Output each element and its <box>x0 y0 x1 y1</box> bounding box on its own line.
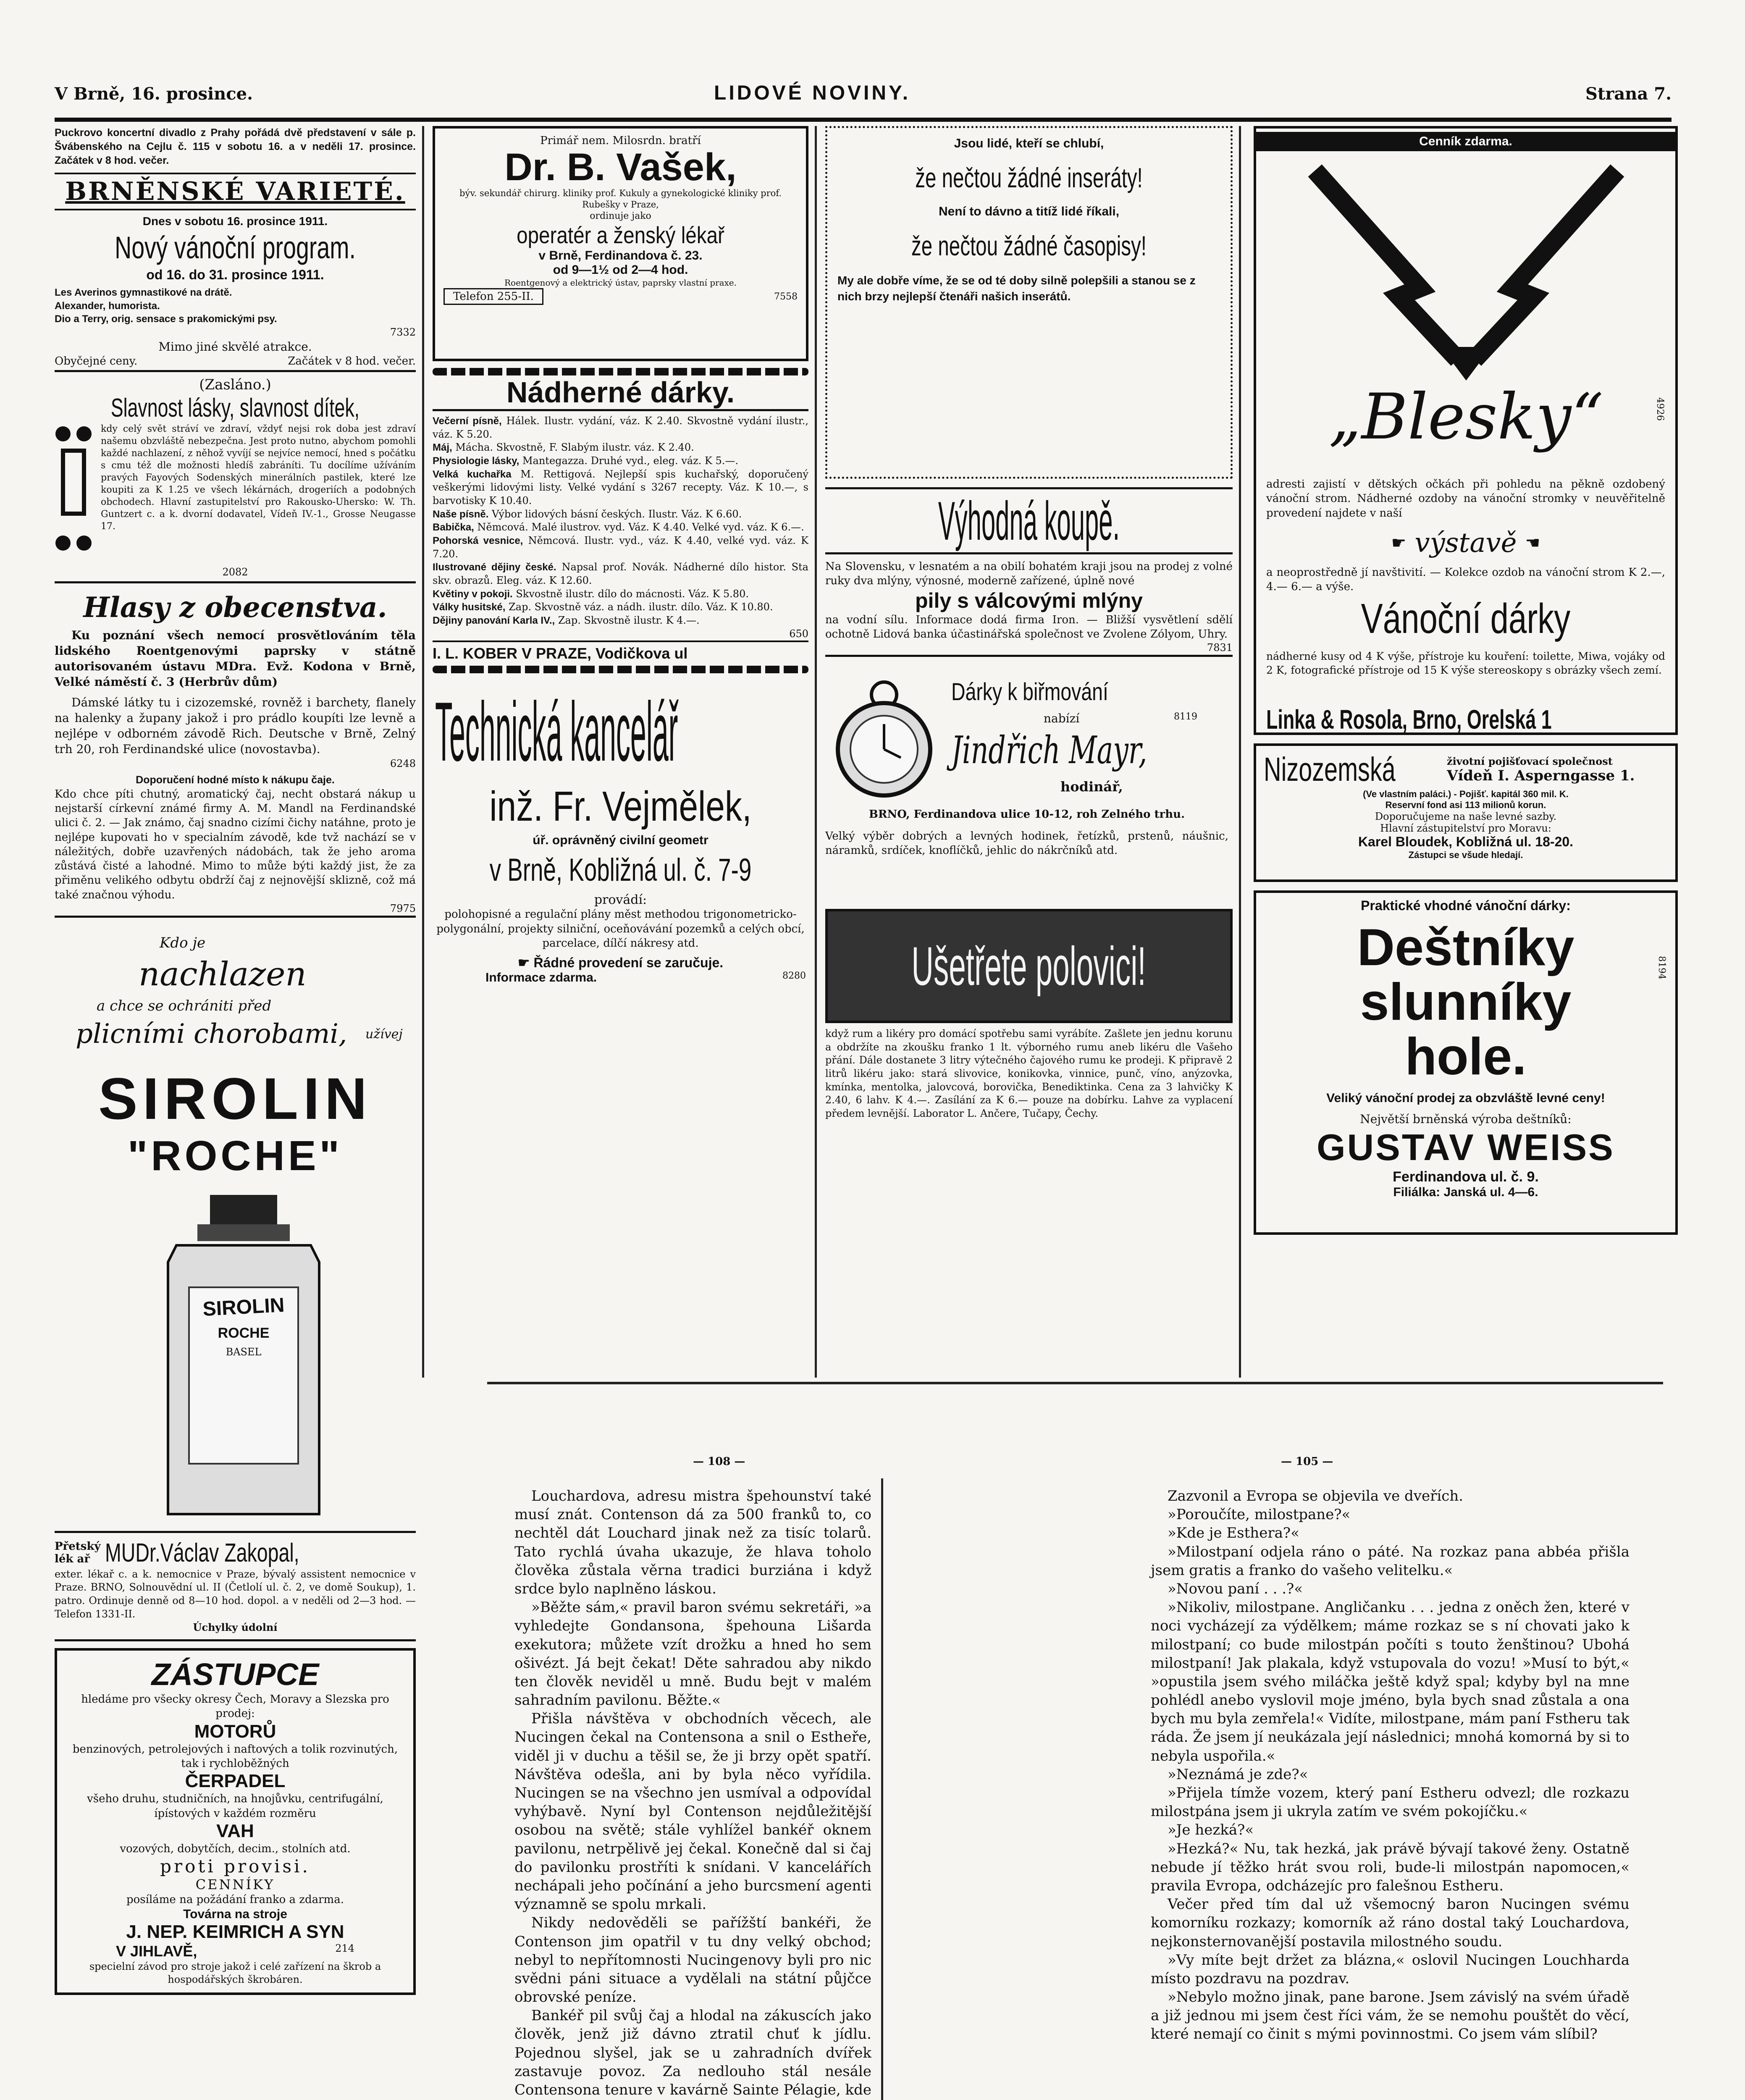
story-right <box>1151 1487 1630 2044</box>
variete-acts-num: 7332 <box>390 326 416 339</box>
slavnost-title: Slavnost lásky, slavnost dítek, <box>110 393 360 423</box>
variete-act: Alexander, humorista. <box>55 300 160 312</box>
masthead-date: V Brně, 16. prosince. <box>55 84 253 104</box>
hlasy-text: Ku poznání všech nemocí prosvětlováním těla lidského Roentgenovými paprsky v státně autorisovaném ústavu MDra. Evž. Kodona v Brně, Velké náměstí č. 3 (Herbrův dům) <box>55 628 416 689</box>
page-number-left: — 108 — <box>693 1455 745 1468</box>
story-paragraph: »Neznámá je zde?« <box>1168 1766 1308 1783</box>
masthead-title: LIDOVÉ NOVINY. <box>714 82 911 104</box>
variete-title-box <box>55 173 416 210</box>
book-desc: Zap. Skvostně váz. a nádh. ilustr. dílo. Váz. K 10.80. <box>509 601 773 613</box>
book-item <box>433 561 808 587</box>
weiss-name: GUSTAV WEISS <box>1317 1126 1615 1168</box>
vasek-line: býv. sekundář chirurg. kliniky prof. Kukuly a gynekologické kliniky prof. Rubešky v Praze, <box>459 188 782 210</box>
pastilky-box-icon <box>55 425 97 564</box>
vystave-text: a neoprostředně jí navštivití. — Kolekce ozdob na vánoční strom K 2.—, 4.— 6.— a výše. <box>1266 566 1665 593</box>
book-item <box>433 508 808 521</box>
variete-range: od 16. do 31. prosince 1911. <box>146 267 324 282</box>
book-desc: Mácha. Skvostně, F. Slabým ilustr. váz. K 2.40. <box>455 441 694 454</box>
mayr-darky: Dárky k biřmování <box>951 678 1108 706</box>
zastupce-city: V JIHLAVĚ, <box>116 1942 197 1960</box>
story-paragraph: Louchardova, adresu mistra špehounství také musí znát. Contenson dá za 500 franků to, co nechtěl dát Louchard jinak než za tisíc tolarů. Tato rychlá úvaha ukazuje, že hlava toholo člověka zůstala věrna tradici burziána i když srdce bylo naplněno láskou. <box>514 1488 871 1597</box>
vyhodna-title-box <box>825 487 1233 554</box>
nizo-line-1: (Ve vlastním paláci.) - Pojišť. kapitál 360 mil. K. <box>1363 789 1569 799</box>
story-paragraph: »Nebylo možno jinak, pane barone. Jsem závislý na svém úřadě a již jednou mi jsem čest říci vám, že se nemohu pouštět do věcí, které nemají co činit s mými povinnostmi. Co jsem vám slíbil? <box>1151 1989 1630 2043</box>
vyhodna-num: 7831 <box>825 641 1233 657</box>
books-ornament <box>433 666 808 673</box>
book-desc: M. Rettigová. Nejlepší spis kuchařský, doporučený veškerými lidovými listy. Velké vydání s 3267 recepty. Váz. K 10.—, s barvotisky K 10.40. <box>433 468 808 507</box>
story-paragraph: »Přijela tímže vozem, který paní Estheru odvezl; dle rozkazu milostpána jsem ji ukryla zatím ve svém pokojíčku.« <box>1151 1785 1630 1820</box>
story-left <box>514 1487 871 2100</box>
slavnost-num: 2082 <box>55 566 416 584</box>
sirolin-bottle-label-3: BASEL <box>226 1346 262 1358</box>
zastupce-proti: proti provisi. <box>160 1856 310 1877</box>
zastupce-text: všeho druhu, studničních, na hnojůvku, centrifugální, ípístových v každém rozměru <box>87 1793 383 1820</box>
column-3 <box>825 126 1233 1121</box>
damske-text: Dámské látky tu i cizozemské, rovněž i barchety, flanely na halenky a župany jakož i pro prádlo koupíti lze levně a nejlépe v odborném závodě Rich. Deutsche v Brně, Zelný trh 20, roh Ferdinandské ulice (novostavba). <box>55 696 416 756</box>
story-paragraph: »Je hezká?« <box>1168 1822 1254 1839</box>
story-paragraph: Nikdy nedověděli se pařížští bankéři, že Contenson jim opatřil v tu dny velký obchod; nebyl to nepřítomnosti Nucingenovy byli pro nic svědni páni situace a vydělali na státní půjčce obrovské peníze. <box>514 1914 871 2006</box>
doporuceni-head: Doporučení hodné místo k nákupu čaje. <box>136 774 335 786</box>
vasek-title: operatér a ženský lékař <box>517 222 724 249</box>
zastupce-text: hledáme pro všecky okresy Čech, Moravy a Slezska pro prodej: <box>81 1693 389 1720</box>
masthead <box>55 84 1672 122</box>
weiss-slunniky: slunníky <box>1360 973 1572 1032</box>
sirolin-line: užívej <box>365 1026 403 1042</box>
variete-start: Začátek v 8 hod. večer. <box>288 354 416 368</box>
zastupce-num: 214 <box>335 1942 354 1954</box>
lightning-bolts-icon <box>1281 162 1651 397</box>
story-paragraph: »Milostpaní odjela ráno o páté. Na rozkaz pana abbéa přišla jsem gratis a franko do vašeho velitelku.« <box>1151 1543 1630 1579</box>
insert-ad <box>825 126 1233 479</box>
book-desc: Výbor lidových básní českých. Ilustr. Váz. K 6.60. <box>492 508 742 520</box>
nizo-line-3: Doporučujeme na naše levné sazby. <box>1375 811 1557 822</box>
book-item <box>433 521 808 534</box>
tech-title: Technická kancelář <box>435 685 678 779</box>
column-rule <box>1239 126 1241 1378</box>
column-4 <box>1254 126 1678 1235</box>
zastupce-ad <box>55 1648 416 1995</box>
book-desc: Mantegazza. Druhé vyd., eleg. váz. K 5.—. <box>522 455 739 467</box>
book-desc: Hálek. Ilustr. vydání, váz. K 2.40. Skvostně vydání ilustr., váz. K 5.20. <box>433 415 808 440</box>
zastupce-vah: VAH <box>216 1821 254 1842</box>
book-title: Květiny v pokoji. <box>433 588 513 600</box>
vasek-num: 7558 <box>774 291 798 302</box>
sirolin-bottle-label: SIROLIN <box>202 1294 285 1320</box>
zaslano: (Zasláno.) <box>199 376 271 393</box>
hand-pointer-icon: ☚ <box>1525 533 1540 553</box>
vanocni-title: Vánoční dárky <box>1361 595 1571 642</box>
nizo-line-4: Hlavní zástupitelství pro Moravu: <box>1380 822 1551 834</box>
mayr-nabizi: nabízí <box>1044 711 1080 725</box>
book-title: Večerní písně, <box>433 415 502 427</box>
vyhodna-big: pily s válcovými mlýny <box>915 588 1143 612</box>
tech-guarantee <box>435 955 806 971</box>
usetrite-text: když rum a likéry pro domácí spotřebu sami vyrábíte. Zašlete jen jednu korunu a obdržíte na zkoušku franko 1 lt. výborného rumu aneb likéru dle Vašeho přání. Dále dostanete 3 litry výtečného čajového rumu ke prodeji. K připravě 2 litrů likéru jako: stará slivovice, konikovka, vinnice, punč, víno, anýzovka, kmínka, mentolka, jalovcová, borovička, Benediktinka. Cena za 3 lahvičky K 2.40, 6 lahv. K 4.—. Zasílání za K 6.— pouze na dobírku. Lahve za vyplacení předem levnější. Laborator L. Ančere, Tučapy, Čechy. <box>825 1027 1233 1119</box>
sirolin-line: plicními chorobami, <box>76 1018 347 1050</box>
doporuceni-text: Kdo chce píti chutný, aromatický čaj, necht obstará nákup u nejstarší církevní známé firmy A. M. Mandl na Ferdinandské ulici č. 2. — Jak známo, čaj snadno cizími čichy natáhne, proto je nejlépe kupovati ho v specialním závodě, kde tvž nachází se v náležitých, dobře uzavřených nádobách, tak že jeho aroma zůstává čisté a lahodné. Mimo to může býti každý jist, že za přiměnu velikého odbytu obdrží čaj z nejnovější sklizně, což má také značnou výhodu. <box>55 788 416 901</box>
vyhodna-text-2: na vodní sílu. Informace dodá firma Iron. — Bližší vysvětlení sdělí ochotně Lidová banka účastinářská společnost ve Zvolene Zólyom, Uhry. <box>825 613 1233 640</box>
usetrite-title: Ušetřete polovici! <box>911 935 1147 997</box>
sirolin-brand: SIROLIN <box>98 1065 372 1131</box>
book-title: Pohorská vesnice, <box>433 535 523 547</box>
blesky-title: „Blesky“ <box>1329 381 1603 454</box>
book-title: Máj, <box>433 442 452 454</box>
book-item <box>433 534 808 561</box>
zastupce-tovarna: Továrna na stroje <box>183 1907 287 1921</box>
book-item <box>433 468 808 508</box>
weiss-branch: Filiálka: Janská ul. 4—6. <box>1393 1185 1538 1199</box>
zastupce-text: vozových, dobytčích, decim., stolních atd. <box>120 1843 351 1856</box>
zastupce-firm: J. NEP. KEIMRICH A SYN <box>126 1921 344 1942</box>
book-desc: Němcová. Ilustr. vyd., váz. K 4.40, velké vyd. váz. K 7.20. <box>433 535 808 560</box>
zakopal-text: exter. lékař c. a k. nemocnice v Praze, bývalý assistent nemocnice v Praze. BRNO, Solnouvědní ul. II (Četlolí ul. č. 2, ve domě Soukup), 1. patro. Ordinuje denně od 8—10 hod. dopol. a v neděli od 2—3 hod. — Telefon 1331-II. <box>55 1568 416 1620</box>
page-number-right: — 105 — <box>1281 1455 1333 1468</box>
sirolin-bottle-label-2: ROCHE <box>218 1325 270 1341</box>
insert-headline-1: že nečtou žádné inseráty! <box>915 162 1143 193</box>
book-title: Babička, <box>433 522 474 533</box>
story-paragraph: »Poroučíte, milostpane?« <box>1168 1506 1351 1523</box>
weiss-sale: Veliký vánoční prodej za obzvláště levné ceny! <box>1326 1091 1605 1105</box>
zastupce-cerpadel: ČERPADEL <box>185 1771 286 1792</box>
column-2 <box>433 126 808 985</box>
story-paragraph: »Běžte sám,« pravil baron svému sekretáři, »a vyhledejte Gondansona, špehouna Lišarda exekutora; můžete vzít drožku a hned ho sem ošivézt. Já bejt čekat! Děte sahradou aby nikdo ten člověk neviděl u mně. Budu bejt v malém sahradním pavilonu. Běžte.« <box>514 1599 871 1709</box>
kober-line: I. L. KOBER V PRAZE, Vodičkova ul <box>433 640 808 662</box>
vasek-line: ordinuje jako <box>590 211 651 222</box>
weiss-num: 8194 <box>1656 956 1667 979</box>
zakopal-title: Přetský lék ař <box>55 1540 101 1566</box>
variete-date: Dnes v sobotu 16. prosince 1911. <box>142 215 328 228</box>
nizo-right-2: Vídeň I. Asperngasse 1. <box>1447 767 1635 784</box>
blesky-ad <box>1254 126 1678 735</box>
zakopal-ad <box>55 1531 416 1641</box>
story-paragraph: Bankéř pil svůj čaj a hlodal na zákuscích jako člověk, jenž již dávno ztratil chuť k jídlu. Pojednou slyšel, jak se u zahradních dvířek zastavuje povoz. Za nedlouho stál nesále Contensona tenure v kavárně Sainte Pélagie, kde <box>514 2007 871 2098</box>
hlasy-title: Hlasy z obecenstva. <box>83 591 387 624</box>
vasek-line: Primář nem. Milosrdn. bratří <box>540 134 701 147</box>
insert-chlubi: Jsou lidé, kteří se chlubí, <box>954 136 1104 150</box>
story-paragraph: Zazvonil a Evropa se objevila ve dveřích. <box>1168 1488 1464 1504</box>
nizo-title: Nizozemská <box>1264 751 1396 788</box>
tech-auth: úř. oprávněný civilní geometr <box>533 833 708 848</box>
mayr-num: 8119 <box>1174 711 1197 722</box>
book-title: Velká kuchařka <box>433 468 512 480</box>
mayr-prof: hodinář, <box>1060 778 1123 795</box>
book-item <box>433 441 808 454</box>
zakopal-tail: Úchylky údolní <box>193 1621 278 1634</box>
nizo-firm: Karel Bloudek, Kobližná ul. 18-20. <box>1358 834 1574 849</box>
vystave-row <box>1266 528 1665 559</box>
linka-firm: Linka & Rosola, Brno, Orelská 1 <box>1266 704 1552 735</box>
variete-program: Nový vánoční program. <box>115 230 356 265</box>
book-desc: Napsal prof. Novák. Nádherné dílo histor. Sta skv. obrazů. Eleg. váz. K 12.60. <box>433 561 808 587</box>
book-item <box>433 454 808 468</box>
vasek-addr: v Brně, Ferdinandova č. 23. <box>538 249 703 263</box>
cennik-bar: Cenník zdarma. <box>1256 132 1675 151</box>
book-title: Naše písně. <box>433 508 489 520</box>
nizo-right-1: životní pojišťovací společnost <box>1447 755 1613 767</box>
vyhodna-text: Na Slovensku, v lesnatém a na obilí bohatém kraji jsou na prodej z volné ruky dva mlýny, výnosné, moderně zařízené, úplně nové <box>825 560 1233 588</box>
book-title: Physiologie lásky, <box>433 455 520 467</box>
tech-addr: v Brně, Kobližná ul. č. 7-9 <box>489 852 752 888</box>
variete-footer <box>55 355 416 372</box>
blesky-text: adresti zajistí v dětských očkách při pohledu na pěkně ozdobený vánoční strom. Nádherné ozdoby na vánoční stromky v neuvěřitelně provedení najdete v naší <box>1266 478 1665 520</box>
weiss-hole: hole. <box>1405 1028 1527 1086</box>
weiss-largest: Největší brněnská výroba deštníků: <box>1360 1112 1572 1126</box>
weiss-ad <box>1254 890 1678 1235</box>
damske-num: 6248 <box>390 757 416 769</box>
zastupce-title: ZÁSTUPCE <box>151 1657 319 1692</box>
nizo-line-2: Reservní fond asi 113 milionů korun. <box>1385 800 1546 810</box>
insert-headline-2: že nečtou žádné časopisy! <box>911 230 1147 261</box>
book-item <box>433 588 808 601</box>
darky-title: Nádherné dárky. <box>433 375 808 411</box>
story-paragraph: »Novou paní . . .?« <box>1168 1580 1303 1597</box>
book-title: Ilustrované dějiny české. <box>433 562 556 573</box>
zastupce-cennik: CENNÍKY <box>195 1877 275 1893</box>
insert-neni: Není to dávno a titíž lidé říkali, <box>938 205 1120 218</box>
insert-my: My ale dobře víme, že se od té doby silně polepšili a stanou se z nich brzy nejlepší čtenáři našich inserátů. <box>837 274 1196 303</box>
nizo-tail: Zástupci se všude hledají. <box>1408 850 1523 860</box>
weiss-addr: Ferdinandova ul. č. 9. <box>1393 1168 1539 1185</box>
book-desc: Zap. Skvostně ilustr. K 4.—. <box>558 614 700 627</box>
vyhodna-title: Výhodná koupě. <box>938 490 1120 551</box>
sirolin-line: Kdo je <box>160 934 206 951</box>
zakopal-name: MUDr.Václav Zakopal, <box>105 1538 299 1567</box>
tech-provadi: provádí: <box>594 892 647 908</box>
blesky-num: 4926 <box>1655 397 1665 421</box>
mayr-name: Jindřich Mayr, <box>951 728 1147 772</box>
vystave-word: výstavě <box>1414 528 1517 559</box>
masthead-page: Strana 7. <box>1585 84 1672 104</box>
tech-num: 8280 <box>782 971 806 982</box>
story-paragraph: Přišla návštěva v obchodních věcech, ale Nucingen čekal na Contensona a snil o Estheře, viděl ji v duchu a těšil se, že ji brzy opět spatří. Návštěva odešla, ani by byla něco vyřídila. Nucingen se na všechno jen usmíval a odpovídal vyhýbavě. Nyní byl Contenson nejdůležitější osobou na světě; stále vyhlížel bankéř oknem pavilonu, netrpělivě jej čekal. Konečně dal si čaj do pavilonku prostříti k snídani. V kancelářích nechápali jeho počínání a jeho burcsmení agenti významně se spolu mrkali. <box>514 1710 871 1913</box>
tech-ad <box>433 685 808 985</box>
vasek-ad <box>433 126 808 361</box>
column-rule <box>422 126 424 1378</box>
tech-name: inž. Fr. Vejmělek, <box>489 783 752 830</box>
variete-acts <box>55 286 416 339</box>
book-item <box>433 614 808 627</box>
column-rule <box>815 126 817 1378</box>
doporuceni-num: 7975 <box>55 902 416 918</box>
tech-info: Informace zdarma. <box>485 971 597 985</box>
puckrove-notice: Puckrovo koncertní divadlo z Prahy pořádá dvě představení v sále p. Švábenského na Cejlu č. 115 v sobotu 16. a v neděli 17. prosince. Začátek v 8 hod. večer. <box>55 127 416 166</box>
story-paragraph: »Hezká?« Nu, tak hezká, jak právě bývají takové ženy. Ostatně nebude jí těžko hrát svou roli, bude-li milostpán napomocen,« pravila Evropa, odcházejíc pro falešnou Estheru. <box>1151 1840 1630 1894</box>
zastupce-motory: MOTORŮ <box>194 1721 276 1742</box>
tech-text: polohopisné a regulační plány měst methodou trigonometricko-polygonální, projekty silniční, oceňovávání pozemků a celých obcí, parcelace, dílčí nákresy atd. <box>436 908 805 950</box>
story-paragraph: »Nikoliv, milostpane. Angličanku . . . jedna z oněch žen, které v noci vycházejí za výdělkem; máme rozkaz se s ní chovati jako k milostpaní; co bude milostpán počíti s touto ženštinou? Ubohá milostpaní! Jak plakala, když vstupovala do vozu! »Musí to být,« »opustila jsem svého miláčka ještě když spal; kdyby byl na mne pohlédl anebo vyslovil moje jméno, byla bych snad zůstala a ona bych mu byla zemřela!« Vidíte, milostpane, mám paní Fstheru tak ráda. Že jsem jí neukázala její následnici; mnohá komorná by si to nebyla uspořila.« <box>1151 1599 1630 1764</box>
slavnost-block <box>55 423 416 566</box>
vanocni-text: nádherné kusy od 4 K výše, přístroje ku kouření: toilette, Miwa, vojáky od 2 K, fotografické přístroje od 15 K výše stereoskopy s obrázky všech zemí. <box>1266 650 1665 676</box>
slavnost-text: kdy celý svět stráví ve zdraví, vždyť nejsi rok doba jest zdraví našemu obzvláště nebezpečna. Jest proto nutno, abychom pomohli každé nachlazení, z něhož vyvíjí se nejvíce nemocí, hned s počátku s cmu též dle možnosti hledíš zabráníti. Tu docílíme užíváním pravých Fayových Sodenských minerálních pastilek, které lze koupiti za K 1.25 ve všech lékárnách, drogeriích a podobných obchodech. Hlavní zastupitelství pro Rakousko-Uhersko: W. Th. Guntzert c. a k. dvorní dodavatel, Vídeň IV.-1., Grosse Neugasse 17. <box>101 423 416 532</box>
sirolin-line: nachlazen <box>139 955 307 993</box>
book-title: Dějiny panování Karla IV., <box>433 615 555 627</box>
vasek-hours: od 9—1½ od 2—4 hod. <box>553 263 688 277</box>
column-1 <box>55 126 416 1995</box>
vasek-name: Dr. B. Vašek, <box>504 146 737 189</box>
books-list <box>433 415 808 640</box>
book-item <box>433 415 808 441</box>
story-column-rule <box>881 1478 883 2100</box>
sirolin-brand-2: "ROCHE" <box>128 1132 343 1179</box>
story-paragraph: »Kde je Esthera?« <box>1168 1525 1299 1542</box>
book-item <box>433 601 808 614</box>
story-paragraph: Večer před tím dal už všemocný baron Nucingen svému komorníku rozkazy; komorník až ráno dostal taký Louchardova, nejkonsternovanější postavila milostného soudu. <box>1151 1896 1630 1950</box>
tech-guarantee-text: Řádné provedení se zaručuje. <box>533 955 724 971</box>
mayr-ad <box>825 665 1233 926</box>
weiss-head: Praktické vhodné vánoční dárky: <box>1361 898 1571 913</box>
weiss-destniky: Deštníky <box>1357 919 1574 976</box>
sirolin-ad <box>55 926 416 1531</box>
pocket-watch-icon <box>834 678 934 804</box>
feuilleton-rule <box>487 1382 1663 1384</box>
variete-more: Mimo jiné skvělé atrakce. <box>158 339 312 354</box>
darky-ornament <box>433 368 808 375</box>
books-num: 650 <box>789 627 808 640</box>
vasek-line: Roentgenový a elektrický ústav, paprsky vlastní praxe. <box>504 278 737 288</box>
variete-act: Dio a Terry, orig. sensace s prakomickými psy. <box>55 313 277 325</box>
mayr-addr: BRNO, Ferdinandova ulice 10-12, roh Zelného trhu. <box>869 808 1185 821</box>
sirolin-line: a chce se ochrániti před <box>97 997 272 1014</box>
variete-act: Les Averinos gymnastikové na drátě. <box>55 287 232 298</box>
variete-title: BRNĚNSKÉ VARIETÉ. <box>65 177 405 206</box>
zastupce-text: benzinových, petrolejových i naftových a tolik rozvinutých, tak i rychloběžných <box>72 1743 398 1770</box>
zastupce-tail: specielní závod pro stroje jakož i celé zařízení na škrob a hospodářských škrobáren. <box>89 1960 381 1986</box>
book-title: Války husitské, <box>433 601 506 613</box>
vasek-tel: Telefon 255-II. <box>443 288 543 305</box>
book-desc: Skvostně ilustr. dílo do mácnosti. Váz. K 5.80. <box>516 588 749 600</box>
hand-pointer-icon: ☛ <box>1391 533 1406 553</box>
story-paragraph: »Vy míte bejt držet za blázna,« oslovil Nucingen Louchharda místo pozdravu na pozdrav. <box>1151 1951 1630 1987</box>
usetrite-banner <box>825 909 1233 1023</box>
book-desc: Němcová. Malé ilustrov. vyd. Váz. K 4.40. Velké vyd. váz. K 6.—. <box>477 521 804 533</box>
mayr-text: Velký výběr dobrých a levných hodinek, řetízků, prstenů, náušnic, náramků, srdíček, knoflíčků, jehlic do nákrčníků atd. <box>825 830 1228 857</box>
variete-prices: Obyčejné ceny. <box>55 354 138 368</box>
zastupce-text: posíláme na požádání franko a zdarma. <box>126 1893 344 1906</box>
nizozemska-ad <box>1254 743 1678 882</box>
hand-pointer-icon: ☛ <box>517 955 534 971</box>
